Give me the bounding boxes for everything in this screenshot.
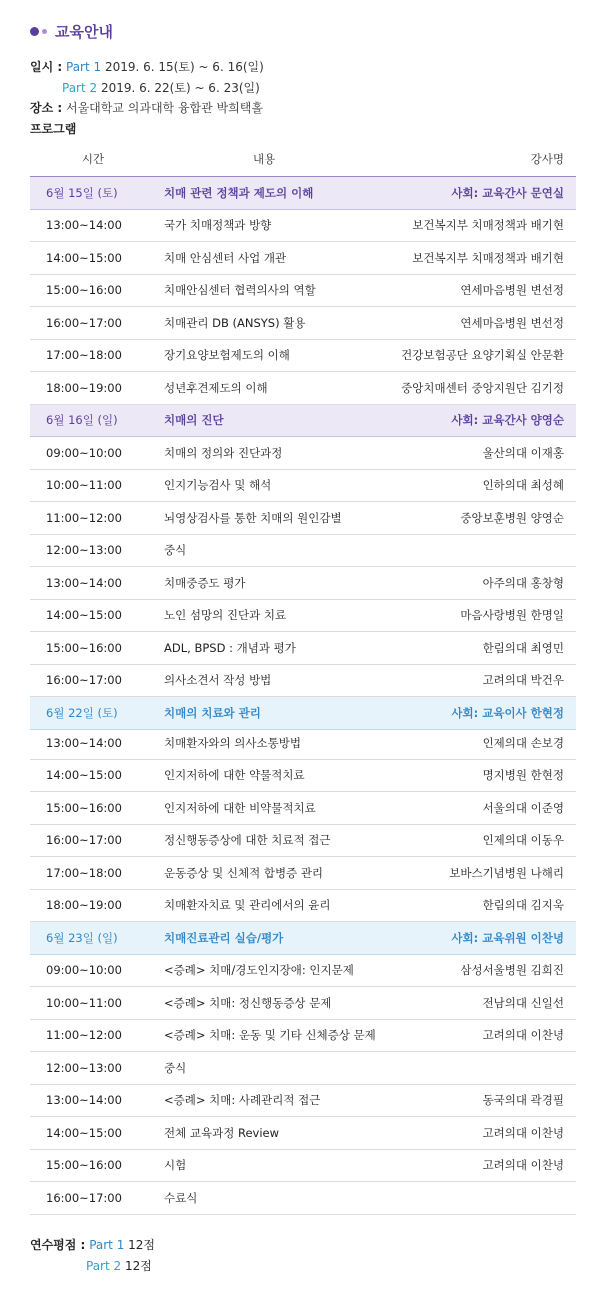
cell-speaker: 보건복지부 치매정책과 배기현 <box>372 209 576 242</box>
cell-speaker: 고려의대 박건우 <box>372 664 576 697</box>
place-line <box>30 99 263 116</box>
credits-part1-label: Part 1 <box>89 1238 125 1252</box>
credits-label: 연수평점 : <box>30 1238 86 1252</box>
cell-time: 15:00~16:00 <box>30 274 156 307</box>
cell-time: 14:00~15:00 <box>30 242 156 275</box>
section-title <box>30 20 113 42</box>
cell-speaker: 사회: 교육간사 문연실 <box>372 177 576 210</box>
table-row <box>30 954 576 987</box>
cell-speaker <box>372 534 576 567</box>
cell-content: 치매중증도 평가 <box>156 567 372 600</box>
table-row <box>30 567 576 600</box>
table-row <box>30 1117 576 1150</box>
date-line-part2 <box>62 79 260 96</box>
table-row <box>30 599 576 632</box>
cell-content: 치매의 치료와 관리 <box>156 697 372 730</box>
cell-content: 의사소견서 작성 방법 <box>156 664 372 697</box>
program-label: 프로그램 <box>30 122 77 136</box>
cell-speaker <box>422 1182 576 1215</box>
table-row <box>30 1182 576 1215</box>
section-title-text: 교육안내 <box>55 22 113 41</box>
part1-date: 2019. 6. 15(토) ~ 6. 16(일) <box>104 60 264 74</box>
cell-content: <증례> 치매: 정신행동증상 문제 <box>156 987 422 1020</box>
header-content: 내용 <box>156 142 372 177</box>
table-row <box>30 987 576 1020</box>
cell-speaker: 사회: 교육이사 한현정 <box>372 697 576 730</box>
table-row <box>30 307 576 340</box>
cell-time: 6월 22일 (토) <box>30 697 156 730</box>
bullet-icon <box>30 27 39 36</box>
table-row <box>30 792 576 825</box>
credits-part1 <box>30 1236 155 1253</box>
cell-content: 치매 안심센터 사업 개관 <box>156 242 372 275</box>
cell-time: 11:00~12:00 <box>30 502 156 535</box>
cell-time: 16:00~17:00 <box>30 824 156 857</box>
cell-content: 치매환자치료 및 관리에서의 윤리 <box>156 889 422 922</box>
cell-speaker <box>422 1052 576 1085</box>
cell-speaker: 한림의대 최영민 <box>372 632 576 665</box>
credits-part2-value: 12점 <box>124 1259 152 1273</box>
cell-content: 인지저하에 대한 비약물적치료 <box>156 792 422 825</box>
cell-content: <증례> 치매: 운동 및 기타 신체증상 문제 <box>156 1019 422 1052</box>
table-row <box>30 824 576 857</box>
cell-speaker: 마음사랑병원 한명일 <box>372 599 576 632</box>
cell-time: 17:00~18:00 <box>30 857 156 890</box>
cell-content: 치매안심센터 협력의사의 역할 <box>156 274 372 307</box>
table-row <box>30 469 576 502</box>
cell-speaker: 보바스기념병원 나해리 <box>422 857 576 890</box>
cell-content: 성년후견제도의 이해 <box>156 372 372 405</box>
cell-time: 12:00~13:00 <box>30 1052 156 1085</box>
program-heading <box>30 120 76 137</box>
cell-time: 15:00~16:00 <box>30 632 156 665</box>
day-header-row <box>30 922 576 955</box>
table-row <box>30 759 576 792</box>
cell-time: 11:00~12:00 <box>30 1019 156 1052</box>
cell-speaker: 아주의대 홍창형 <box>372 567 576 600</box>
cell-time: 10:00~11:00 <box>30 469 156 502</box>
cell-speaker: 연세마음병원 변선정 <box>372 274 576 307</box>
cell-speaker: 건강보험공단 요양기획실 안문환 <box>372 339 576 372</box>
cell-content: ADL, BPSD : 개념과 평가 <box>156 632 372 665</box>
table-row <box>30 502 576 535</box>
cell-speaker: 연세마음병원 변선정 <box>372 307 576 340</box>
cell-time: 14:00~15:00 <box>30 1117 156 1150</box>
cell-content: 중식 <box>156 1052 422 1085</box>
cell-content: 치매환자와의 의사소통방법 <box>156 727 422 759</box>
table-row <box>30 339 576 372</box>
cell-speaker: 중앙보훈병원 양영순 <box>372 502 576 535</box>
cell-speaker: 한림의대 김지욱 <box>422 889 576 922</box>
cell-speaker: 고려의대 이찬녕 <box>422 1117 576 1150</box>
header-speaker: 강사명 <box>372 142 576 177</box>
cell-time: 6월 15일 (토) <box>30 177 156 210</box>
cell-time: 17:00~18:00 <box>30 339 156 372</box>
cell-speaker: 전남의대 신일선 <box>422 987 576 1020</box>
cell-content: 치매 관련 정책과 제도의 이해 <box>156 177 372 210</box>
table-row <box>30 857 576 890</box>
cell-speaker: 중앙치매센터 중앙지원단 김기정 <box>372 372 576 405</box>
cell-speaker: 서울의대 이준영 <box>422 792 576 825</box>
cell-time: 16:00~17:00 <box>30 664 156 697</box>
table-row <box>30 437 576 470</box>
cell-time: 16:00~17:00 <box>30 1182 156 1215</box>
table-row <box>30 1149 576 1182</box>
part2-label: Part 2 <box>62 81 98 95</box>
table-row <box>30 1084 576 1117</box>
cell-time: 12:00~13:00 <box>30 534 156 567</box>
table-row <box>30 372 576 405</box>
date-line-part1 <box>30 58 264 75</box>
cell-time: 13:00~14:00 <box>30 209 156 242</box>
cell-time: 15:00~16:00 <box>30 792 156 825</box>
cell-speaker: 고려의대 이찬녕 <box>422 1149 576 1182</box>
cell-content: <증례> 치매: 사례관리적 접근 <box>156 1084 422 1117</box>
schedule-table-part1 <box>30 142 576 730</box>
place-value: 서울대학교 의과대학 융합관 박희택홀 <box>66 101 263 115</box>
day-header-row <box>30 404 576 437</box>
table-row <box>30 209 576 242</box>
credits-part1-value: 12점 <box>128 1238 156 1252</box>
cell-speaker: 사회: 교육간사 양영순 <box>372 404 576 437</box>
table-row <box>30 1019 576 1052</box>
cell-time: 18:00~19:00 <box>30 889 156 922</box>
schedule-table-part2 <box>30 727 576 1215</box>
table-row <box>30 632 576 665</box>
cell-content: 운동증상 및 신체적 합병증 관리 <box>156 857 422 890</box>
table-row <box>30 727 576 759</box>
cell-speaker: 인하의대 최성혜 <box>372 469 576 502</box>
part2-date: 2019. 6. 22(토) ~ 6. 23(일) <box>100 81 260 95</box>
cell-time: 18:00~19:00 <box>30 372 156 405</box>
credits-part2-label: Part 2 <box>86 1259 122 1273</box>
bullet-dot-icon <box>42 29 47 34</box>
cell-time: 6월 23일 (일) <box>30 922 156 955</box>
cell-speaker: 인제의대 이동우 <box>422 824 576 857</box>
cell-content: 인지기능검사 및 해석 <box>156 469 372 502</box>
cell-speaker: 동국의대 곽경필 <box>422 1084 576 1117</box>
cell-content: <증례> 치매/경도인지장애: 인지문제 <box>156 954 422 987</box>
cell-time: 6월 16일 (일) <box>30 404 156 437</box>
credits-part2 <box>86 1257 152 1274</box>
cell-content: 중식 <box>156 534 372 567</box>
cell-speaker: 울산의대 이재홍 <box>372 437 576 470</box>
cell-content: 인지저하에 대한 약물적치료 <box>156 759 422 792</box>
place-label: 장소 : <box>30 101 63 115</box>
cell-content: 장기요양보험제도의 이해 <box>156 339 372 372</box>
cell-time: 13:00~14:00 <box>30 727 156 759</box>
cell-content: 전체 교육과정 Review <box>156 1117 422 1150</box>
cell-time: 09:00~10:00 <box>30 437 156 470</box>
cell-content: 치매의 정의와 진단과정 <box>156 437 372 470</box>
cell-content: 정신행동증상에 대한 치료적 접근 <box>156 824 422 857</box>
cell-time: 10:00~11:00 <box>30 987 156 1020</box>
cell-content: 노인 섬망의 진단과 치료 <box>156 599 372 632</box>
table-row <box>30 534 576 567</box>
day-header-row <box>30 177 576 210</box>
cell-time: 14:00~15:00 <box>30 759 156 792</box>
part1-label: Part 1 <box>66 60 102 74</box>
cell-content: 수료식 <box>156 1182 422 1215</box>
cell-speaker: 보건복지부 치매정책과 배기현 <box>372 242 576 275</box>
cell-time: 14:00~15:00 <box>30 599 156 632</box>
cell-time: 15:00~16:00 <box>30 1149 156 1182</box>
cell-content: 뇌영상검사를 통한 치매의 원인감별 <box>156 502 372 535</box>
table-row <box>30 242 576 275</box>
cell-content: 치매관리 DB (ANSYS) 활용 <box>156 307 372 340</box>
cell-speaker: 명지병원 한현정 <box>422 759 576 792</box>
cell-speaker: 삼성서울병원 김희진 <box>422 954 576 987</box>
header-time: 시간 <box>30 142 156 177</box>
cell-time: 09:00~10:00 <box>30 954 156 987</box>
cell-speaker: 인제의대 손보경 <box>422 727 576 759</box>
table-row <box>30 664 576 697</box>
table-row <box>30 889 576 922</box>
cell-speaker: 고려의대 이찬녕 <box>422 1019 576 1052</box>
date-label: 일시 : <box>30 60 63 74</box>
cell-time: 13:00~14:00 <box>30 567 156 600</box>
day-header-row <box>30 697 576 730</box>
table-row <box>30 1052 576 1085</box>
cell-time: 13:00~14:00 <box>30 1084 156 1117</box>
cell-content: 치매진료관리 실습/평가 <box>156 922 422 955</box>
cell-content: 치매의 진단 <box>156 404 372 437</box>
cell-speaker: 사회: 교육위원 이찬녕 <box>422 922 576 955</box>
table-row <box>30 274 576 307</box>
cell-content: 시험 <box>156 1149 422 1182</box>
table-header-row <box>30 142 576 177</box>
cell-content: 국가 치매정책과 방향 <box>156 209 372 242</box>
cell-time: 16:00~17:00 <box>30 307 156 340</box>
